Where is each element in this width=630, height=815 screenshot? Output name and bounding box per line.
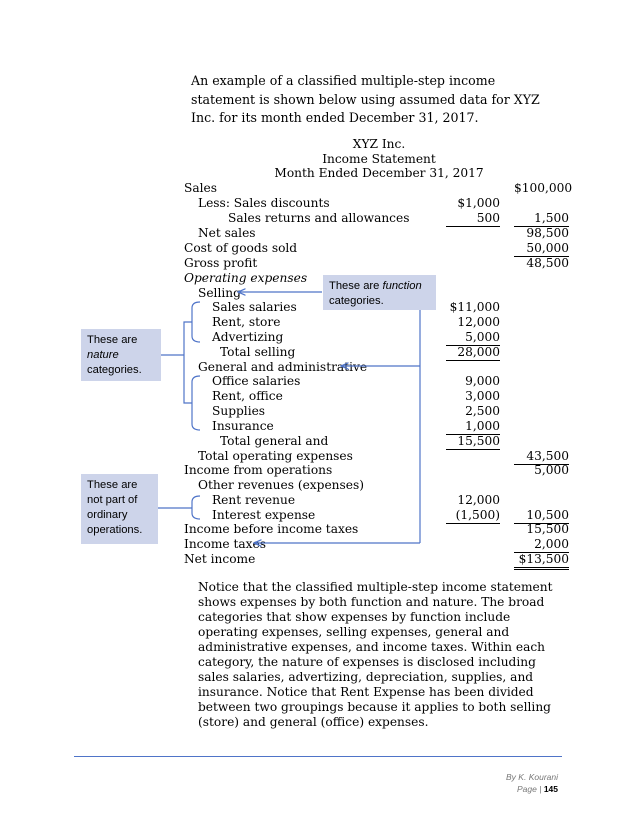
- row-label: Sales returns and allowances: [228, 211, 410, 225]
- row-amount: $100,000: [514, 181, 573, 195]
- footer-rule: [74, 756, 562, 757]
- callout-text: These are: [329, 280, 383, 292]
- nature-link-line: [161, 322, 192, 403]
- callout-function-categories: [323, 275, 436, 310]
- statement-title: Income Statement: [322, 152, 436, 166]
- row-label: Sales salaries: [212, 300, 297, 314]
- row-label: Rent, store: [212, 315, 281, 329]
- row-label: Other revenues (expenses): [198, 478, 365, 492]
- row-label: Supplies: [212, 404, 266, 418]
- row-amount: 2,000: [514, 537, 569, 553]
- row-detail-amount: 28,000: [446, 345, 500, 361]
- footer-page: [517, 784, 558, 794]
- row-label: Rent, office: [212, 389, 283, 403]
- row-label: Total selling: [220, 345, 296, 359]
- row-detail-amount: $1,000: [457, 196, 500, 210]
- callout-text: These are not part of ordinary operations.: [87, 479, 143, 536]
- intro-paragraph: An example of a classified multiple-step income statement is shown below using assumed data for XYZ Inc. for its month ended December 31, 2017.: [191, 73, 540, 125]
- callout-text: categories.: [87, 364, 142, 376]
- bracket-general-items: [192, 376, 200, 430]
- row-amount: 50,000: [514, 241, 569, 257]
- row-label: Cost of goods sold: [184, 241, 298, 255]
- callout-not-ordinary: [81, 474, 158, 544]
- callout-text: These are: [87, 334, 138, 346]
- bracket-other-items: [192, 496, 200, 519]
- row-label: General and administrative: [198, 360, 368, 374]
- row-label: Net sales: [198, 226, 256, 240]
- row-label: Interest expense: [212, 508, 316, 522]
- row-amount: 15,500: [526, 522, 569, 536]
- row-detail-amount: 5,000: [446, 330, 500, 346]
- row-label: Selling: [198, 286, 241, 300]
- row-label: Total general and: [220, 434, 329, 448]
- row-label: Income before income taxes: [184, 522, 359, 536]
- row-detail-amount: 15,500: [446, 434, 500, 450]
- row-amount: 5,000: [534, 463, 569, 477]
- row-detail-amount: 3,000: [465, 389, 500, 403]
- callout-text: categories.: [329, 295, 384, 307]
- row-amount: 98,500: [526, 226, 569, 240]
- statement-period: Month Ended December 31, 2017: [274, 166, 484, 180]
- row-detail-amount: $11,000: [449, 300, 500, 314]
- statement-company: XYZ Inc.: [352, 137, 406, 151]
- row-label: Income from operations: [184, 463, 333, 477]
- notice-paragraph: Notice that the classified multiple-step income statement shows expenses by both function and nature. The broad categories that show expenses by function include operating expenses, selling expenses, general and administrative expenses, and income taxes. Within each category, the nature of expenses is disclosed including sales salaries, advertizing, depreciation, supplies, and insurance. Notice that Rent Expense has been divided between two groupings because it applies to both selling (store) and general (office) expenses.: [198, 580, 553, 729]
- footer-author: By K. Kourani: [506, 772, 558, 782]
- callout-emphasis: nature: [87, 349, 119, 361]
- row-label: Insurance: [212, 419, 274, 433]
- row-detail-amount: (1,500): [446, 508, 500, 524]
- row-label: Sales: [184, 181, 217, 195]
- row-detail-amount: 9,000: [465, 374, 500, 388]
- row-detail-amount: 12,000: [457, 493, 500, 507]
- row-label: Income taxes: [184, 537, 266, 551]
- row-label: Less: Sales discounts: [198, 196, 330, 210]
- row-amount: 10,500: [514, 508, 569, 524]
- row-amount: 43,500: [514, 449, 569, 465]
- page-label: Page |: [517, 784, 544, 794]
- callout-nature-categories: [81, 329, 161, 381]
- row-label: Gross profit: [184, 256, 258, 270]
- row-amount: $13,500: [514, 552, 569, 570]
- row-label: Rent revenue: [212, 493, 296, 507]
- page-number: 145: [543, 784, 558, 794]
- callout-emphasis: function: [382, 280, 422, 292]
- row-label: Total operating expenses: [198, 449, 353, 463]
- row-label: Office salaries: [212, 374, 301, 388]
- row-detail-amount: 500: [446, 211, 500, 227]
- row-label: Net income: [184, 552, 256, 566]
- row-amount: 1,500: [514, 211, 569, 227]
- row-amount: 48,500: [526, 256, 569, 270]
- bracket-selling-items: [192, 302, 200, 342]
- row-detail-amount: 12,000: [457, 315, 500, 329]
- row-label: Operating expenses: [184, 271, 308, 285]
- row-detail-amount: 1,000: [446, 419, 500, 435]
- row-detail-amount: 2,500: [465, 404, 500, 418]
- row-label: Advertizing: [212, 330, 284, 344]
